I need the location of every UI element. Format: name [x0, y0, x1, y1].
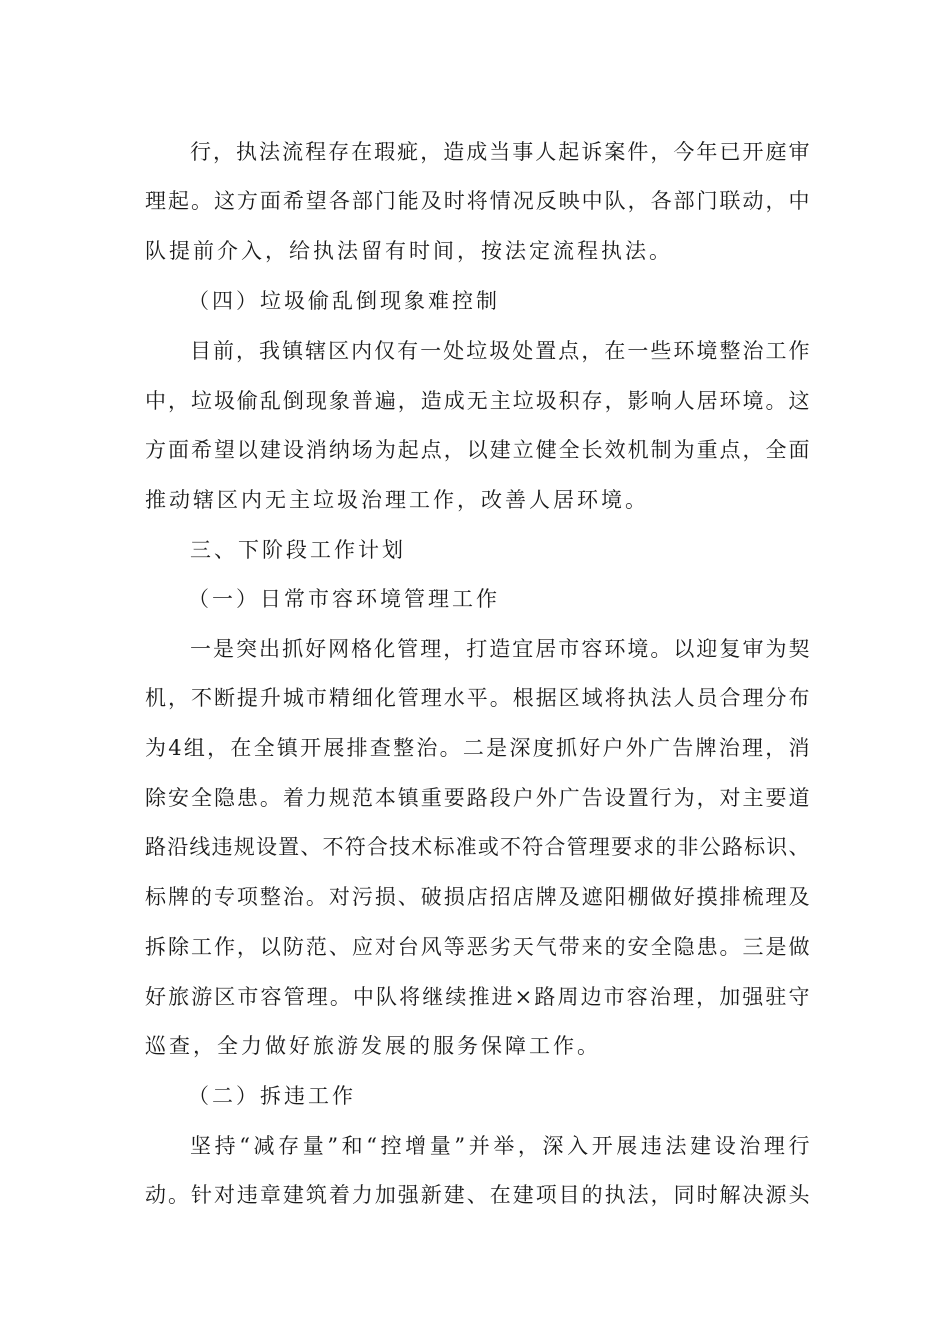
paragraph-line: 好旅游区市容管理。中队将继续推进×路周边市容治理，加强驻守	[145, 985, 810, 1009]
paragraph-line: 路沿线违规设置、不符合技术标准或不符合管理要求的非公路标识、	[145, 835, 810, 859]
paragraph-line: 巡查，全力做好旅游发展的服务保障工作。	[145, 1034, 601, 1058]
paragraph-line: 队提前介入，给执法留有时间，按法定流程执法。	[145, 239, 673, 263]
paragraph-line: 拆除工作，以防范、应对台风等恶劣天气带来的安全隐患。三是做	[145, 935, 810, 959]
section-heading: （四）垃圾偷乱倒现象难控制	[188, 289, 500, 313]
paragraph-line: 理起。这方面希望各部门能及时将情况反映中队，各部门联动，中	[145, 189, 810, 213]
paragraph-line: 为4组，在全镇开展排查整治。二是深度抓好户外广告牌治理，消	[145, 736, 810, 760]
paragraph-line: 中，垃圾偷乱倒现象普遍，造成无主垃圾积存，影响人居环境。这	[145, 389, 810, 413]
paragraph-line: 除安全隐患。着力规范本镇重要路段户外广告设置行为，对主要道	[145, 786, 810, 810]
paragraph-line: 推动辖区内无主垃圾治理工作，改善人居环境。	[145, 488, 649, 512]
paragraph-line: 动。针对违章建筑着力加强新建、在建项目的执法，同时解决源头	[145, 1183, 810, 1207]
paragraph-line: 机，不断提升城市精细化管理水平。根据区域将执法人员合理分布	[145, 686, 810, 710]
paragraph-line: 标牌的专项整治。对污损、破损店招店牌及遮阳棚做好摸排梳理及	[145, 885, 810, 909]
paragraph-line: 坚持“减存量”和“控增量”并举，深入开展违法建设治理行	[190, 1134, 810, 1158]
section-heading: （一）日常市容环境管理工作	[188, 587, 500, 611]
paragraph-line: 一是突出抓好网格化管理，打造宜居市容环境。以迎复审为契	[190, 637, 810, 661]
paragraph-line: 方面希望以建设消纳场为起点，以建立健全长效机制为重点，全面	[145, 438, 810, 462]
section-heading: （二）拆违工作	[188, 1084, 356, 1108]
paragraph-line: 目前，我镇辖区内仅有一处垃圾处置点，在一些环境整治工作	[190, 339, 810, 363]
chapter-heading: 三、下阶段工作计划	[190, 538, 406, 562]
paragraph-line: 行，执法流程存在瑕疵，造成当事人起诉案件，今年已开庭审	[190, 140, 810, 164]
